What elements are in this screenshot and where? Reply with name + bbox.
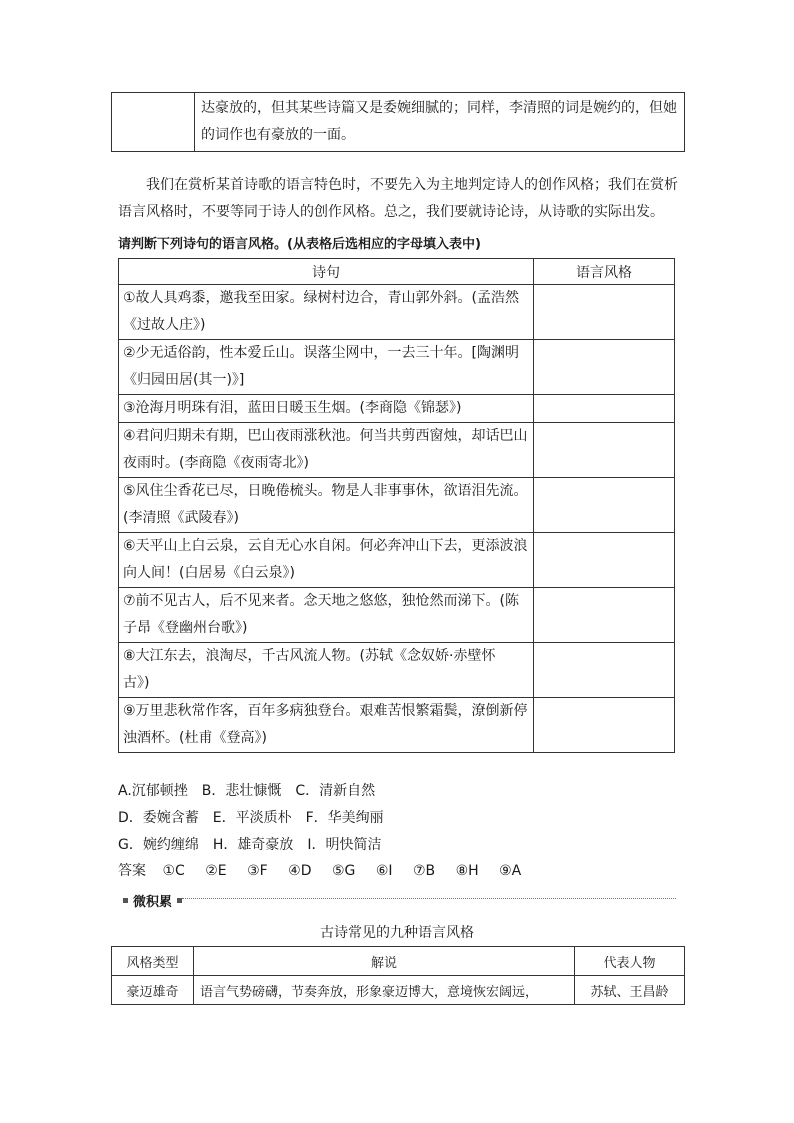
poem-line: (李清照《武陵春》) bbox=[123, 510, 239, 526]
style-answer-cell[interactable] bbox=[534, 643, 675, 698]
poem-cell bbox=[119, 423, 534, 478]
answer-item: ⑨A bbox=[499, 863, 522, 879]
poem-line: ⑥天平山上白云泉，云自无心水自闲。何必奔冲山下去，更添波浪 bbox=[123, 538, 528, 554]
table-row bbox=[119, 698, 675, 753]
header-explanation: 解说 bbox=[194, 947, 575, 976]
header-style-type: 风格类型 bbox=[112, 947, 194, 976]
style-type-cell: 豪迈雄奇 bbox=[112, 976, 194, 1005]
style-answer-cell[interactable] bbox=[534, 395, 675, 423]
table-row bbox=[119, 533, 675, 588]
poem-line: ③沧海月明珠有泪，蓝田日暖玉生烟。(李商隐《锦瑟》) bbox=[123, 400, 462, 416]
table-row bbox=[119, 478, 675, 533]
section-heading bbox=[118, 891, 187, 910]
poem-cell bbox=[119, 340, 534, 395]
poem-line: ④君问归期未有期，巴山夜雨涨秋池。何当共剪西窗烛，却话巴山 bbox=[123, 428, 528, 444]
poem-line: ⑨万里悲秋常作客，百年多病独登台。艰难苦恨繁霜鬓，潦倒新停 bbox=[123, 703, 528, 719]
answer-line bbox=[118, 860, 537, 880]
answer-item: ③F bbox=[247, 863, 268, 879]
continuation-line-2: 的词作也有豪放的一面。 bbox=[201, 127, 355, 143]
poem-cell bbox=[119, 588, 534, 643]
intro-line-1: 我们在赏析某首诗歌的语言特色时，不要先入为主地判定诗人的创作风格；我们在赏析 bbox=[146, 177, 678, 193]
poem-line: 子昂《登幽州台歌》) bbox=[123, 620, 248, 636]
continuation-table bbox=[111, 92, 685, 152]
table-row bbox=[119, 588, 675, 643]
continuation-table-text-cell bbox=[201, 95, 678, 149]
section-divider bbox=[182, 898, 676, 899]
table-row bbox=[112, 976, 685, 1005]
style-table-header-row bbox=[112, 947, 685, 976]
options-line-2: D．委婉含蓄 E．平淡质朴 F．华美绚丽 bbox=[118, 810, 384, 826]
poem-style-table bbox=[118, 258, 675, 753]
continuation-table-empty-cell bbox=[112, 93, 195, 151]
style-options bbox=[118, 778, 384, 859]
table-row bbox=[119, 285, 675, 340]
poem-cell bbox=[119, 395, 534, 423]
poem-cell bbox=[119, 478, 534, 533]
answer-item: ⑦B bbox=[412, 863, 436, 879]
poem-line: 浊酒杯。(杜甫《登高》) bbox=[123, 730, 267, 746]
answer-item: ①C bbox=[162, 863, 185, 879]
continuation-line-1: 达豪放的，但其某些诗篇又是委婉细腻的；同样，李清照的词是婉约的，但她 bbox=[201, 100, 677, 116]
intro-paragraph bbox=[118, 172, 684, 226]
header-representatives: 代表人物 bbox=[575, 947, 685, 976]
style-answer-cell[interactable] bbox=[534, 423, 675, 478]
style-desc-cell: 语言气势磅礴，节奏奔放，形象豪迈博大，意境恢宏阔远， bbox=[194, 976, 575, 1005]
poem-cell bbox=[119, 698, 534, 753]
poem-line: 古》) bbox=[123, 675, 150, 691]
poem-line: ⑦前不见古人，后不见来者。念天地之悠悠，独怆然而涕下。(陈 bbox=[123, 593, 520, 609]
poem-cell bbox=[119, 643, 534, 698]
poem-line: 《过故人庄》) bbox=[123, 317, 206, 333]
style-table-title: 古诗常见的九种语言风格 bbox=[320, 925, 474, 941]
poem-line: ⑧大江东去，浪淘尽，千古风流人物。(苏轼《念奴娇·赤壁怀 bbox=[123, 648, 496, 664]
answer-item: ⑧H bbox=[455, 863, 479, 879]
poem-line: 夜雨时。(李商隐《夜雨寄北》) bbox=[123, 455, 309, 471]
poem-cell bbox=[119, 533, 534, 588]
answer-item: ⑤G bbox=[331, 863, 356, 879]
style-answer-cell[interactable] bbox=[534, 533, 675, 588]
style-answer-cell[interactable] bbox=[534, 478, 675, 533]
answer-item: ④D bbox=[288, 863, 312, 879]
answer-label: 答案 bbox=[118, 863, 146, 879]
language-style-table bbox=[111, 946, 685, 1005]
poem-line: 《归园田居(其一)》] bbox=[123, 372, 245, 388]
poem-table-header-row bbox=[119, 259, 675, 285]
style-people-cell: 苏轼、王昌龄 bbox=[575, 976, 685, 1005]
answer-item: ②E bbox=[205, 863, 227, 879]
table-row bbox=[119, 423, 675, 478]
header-poem: 诗句 bbox=[119, 259, 534, 285]
style-answer-cell[interactable] bbox=[534, 285, 675, 340]
bullet-square-icon bbox=[123, 898, 128, 903]
poem-cell bbox=[119, 285, 534, 340]
style-answer-cell[interactable] bbox=[534, 698, 675, 753]
style-answer-cell[interactable] bbox=[534, 588, 675, 643]
table-row bbox=[119, 395, 675, 423]
instruction-text: 请判断下列诗句的语言风格。(从表格后选相应的字母填入表中) bbox=[118, 237, 481, 252]
header-style: 语言风格 bbox=[534, 259, 675, 285]
options-line-1: A.沉郁顿挫 B．悲壮慷慨 C．清新自然 bbox=[118, 783, 376, 799]
options-line-3: G．婉约缠绵 H．雄奇豪放 I．明快简洁 bbox=[118, 837, 382, 853]
intro-line-2: 语言风格时，不要等同于诗人的创作风格。总之，我们要就诗论诗，从诗歌的实际出发。 bbox=[118, 204, 664, 220]
style-answer-cell[interactable] bbox=[534, 340, 675, 395]
poem-line: ②少无适俗韵，性本爱丘山。误落尘网中，一去三十年。[陶渊明 bbox=[123, 345, 520, 361]
section-heading-text: 微积累 bbox=[133, 895, 173, 910]
poem-line: ⑤风住尘香花已尽，日晚倦梳头。物是人非事事休，欲语泪先流。 bbox=[123, 483, 528, 499]
poem-line: 向人间！(白居易《白云泉》) bbox=[123, 565, 295, 581]
table-row bbox=[119, 643, 675, 698]
poem-line: ①故人具鸡黍，邀我至田家。绿树村边合，青山郭外斜。(孟浩然 bbox=[123, 290, 520, 306]
answer-item: ⑥I bbox=[375, 863, 393, 879]
table-row bbox=[119, 340, 675, 395]
